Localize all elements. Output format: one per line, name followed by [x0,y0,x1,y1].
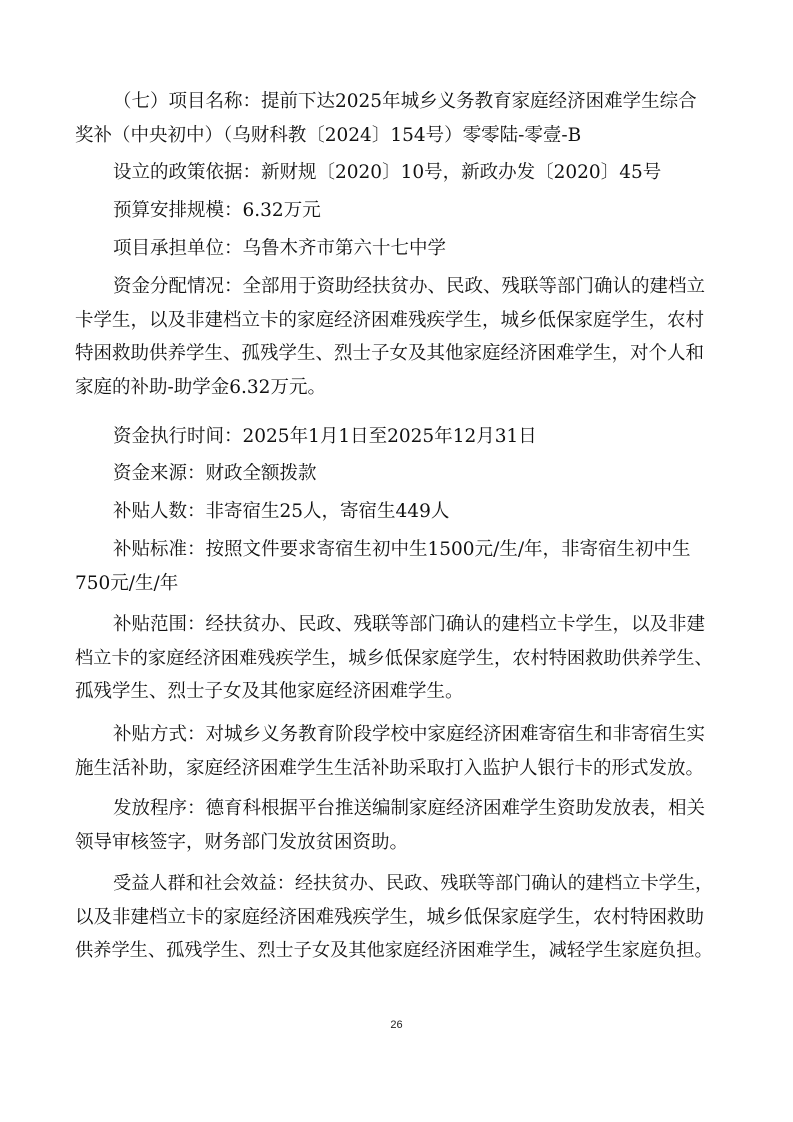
text-line: 补贴人数：非寄宿生25人，寄宿生449人 [113,501,450,522]
paragraph-undertaking-unit [75,232,717,266]
paragraph-subsidy-scope [75,608,717,709]
text-line: 卡学生，以及非建档立卡的家庭经济困难残疾学生，城乡低保家庭学生，农村 [75,309,705,331]
text-line: 资金来源：财政全额拨款 [113,463,317,484]
text-line: 领导审核签字，财务部门发放贫困资助。 [75,831,409,853]
text-line: 特困救助供养学生、孤残学生、烈士子女及其他家庭经济困难学生，对个人和 [75,343,705,364]
text-line: 750元/生/年 [75,572,179,594]
paragraph-fund-allocation [75,270,717,404]
paragraph-subsidy-method [75,718,717,785]
text-line: 孤残学生、烈士子女及其他家庭经济困难学生。 [75,681,464,702]
paragraph-payment-procedure [75,792,717,859]
paragraph-fund-source [75,457,717,491]
text-line: 资金分配情况：全部用于资助经扶贫办、民政、残联等部门确认的建档立 [113,276,706,297]
paragraph-execution-time [75,420,717,454]
text-line: 家庭的补助-助学金6.32万元。 [75,376,326,398]
text-line: 受益人群和社会效益：经扶贫办、民政、残联等部门确认的建档立卡学生， [113,873,714,894]
text-line: 补贴范围：经扶贫办、民政、残联等部门确认的建档立卡学生，以及非建 [113,614,706,635]
paragraph-beneficiaries [75,867,717,968]
paragraph-project-name [75,85,717,152]
text-line: 以及非建档立卡的家庭经济困难残疾学生，城乡低保家庭学生，农村特困救助 [75,906,705,928]
paragraph-subsidy-standard [75,533,717,600]
text-line: （七）项目名称：提前下达2025年城乡义务教育家庭经济困难学生综合 [113,91,697,112]
page-number: 26 [390,1019,403,1031]
paragraph-policy-basis [75,156,717,190]
text-line: 发放程序：德育科根据平台推送编制家庭经济困难学生资助发放表，相关 [113,798,706,819]
paragraph-budget-scale [75,194,717,228]
text-line: 项目承担单位：乌鲁木齐市第六十七中学 [113,238,447,259]
text-line: 预算安排规模：6.32万元 [113,200,321,221]
text-line: 补贴标准：按照文件要求寄宿生初中生1500元/生/年，非寄宿生初中生 [113,539,691,560]
paragraph-subsidy-count [75,495,717,529]
text-line: 奖补（中央初中）（乌财科教〔2024〕154号）零零陆-零壹-B [75,124,582,146]
text-line: 档立卡的家庭经济困难残疾学生，城乡低保家庭学生，农村特困救助供养学生、 [75,647,713,669]
text-line: 设立的政策依据：新财规〔2020〕10号，新政办发〔2020〕45号 [113,162,662,183]
text-line: 补贴方式：对城乡义务教育阶段学校中家庭经济困难寄宿生和非寄宿生实 [113,724,706,745]
text-line: 施生活补助，家庭经济困难学生生活补助采取打入监护人银行卡的形式发放。 [75,757,705,779]
text-line: 供养学生、孤残学生、烈士子女及其他家庭经济困难学生，减轻学生家庭负担。 [75,940,713,961]
text-line: 资金执行时间：2025年1月1日至2025年12月31日 [113,426,537,447]
